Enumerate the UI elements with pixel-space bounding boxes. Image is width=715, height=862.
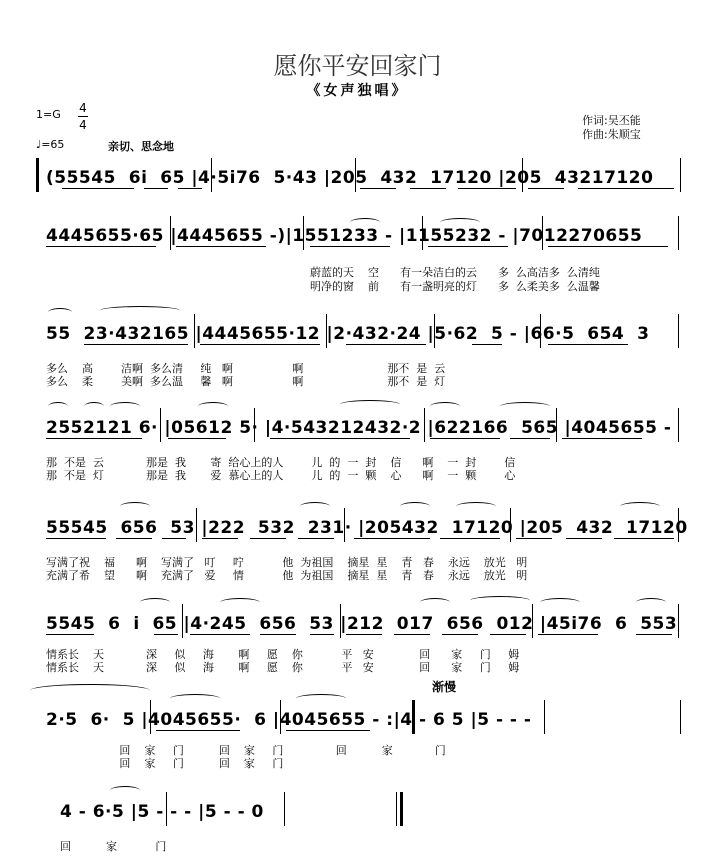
lyric-verse-1: 蔚蓝的天 空 有一朵洁白的云 多 么高洁多 么清纯 xyxy=(310,266,600,279)
score-row-6 xyxy=(0,604,715,674)
lyric-verse-2: 充满了希 望 啊 充满了 爱 情 他 为祖国 摘星 星 青 春 永远 放光 明 xyxy=(46,569,528,582)
score-row-3 xyxy=(0,314,715,388)
notation-line: 55545 656 53 |222 532 231· |205432 17120 |205 432 17120 xyxy=(46,518,688,538)
lyric-verse-1: 回 家 门 xyxy=(60,840,167,853)
key-signature: 1=G xyxy=(36,108,61,121)
barline xyxy=(678,604,679,638)
notation-line: (55545 6i 65 |4·5i76 5·43 |205 432 17120 |205 43217120 xyxy=(46,168,654,188)
time-signature xyxy=(78,102,88,131)
lyric-verse-2: 明净的窗 前 有一盏明亮的灯 多 么柔美多 么温馨 xyxy=(310,280,600,293)
ritardando-marking: 渐慢 xyxy=(432,680,457,694)
tempo-marking: ♩=65 xyxy=(36,138,65,151)
lyric-verse-1: 回 家 门 回 家 门 回 家 门 xyxy=(46,744,446,757)
notation-line: 4445655·65 |4445655 -)|1551233 - |1155232 - |7012270655 xyxy=(46,226,643,246)
time-bottom: 4 xyxy=(79,118,87,132)
lyric-verse-2: 那 不是 灯 那是 我 爱 慕心上的人 儿 的 一 颗 心 啊 一 颗 心 xyxy=(46,469,516,482)
notation-line: 2552121 6· |05612 5· |4·543212432·2 |622166 565 |4045655 - xyxy=(46,418,672,438)
lyric-verse-1: 情系长 天 深 似 海 啊 愿 你 平 安 回 家 门 姆 xyxy=(46,648,520,661)
composer-credit: 作曲:朱顺宝 xyxy=(582,128,641,141)
expression-marking: 亲切、思念地 xyxy=(108,140,174,153)
lyric-verse-2: 情系长 天 深 似 海 啊 愿 你 平 安 回 家 门 姆 xyxy=(46,661,520,674)
notation-line: 55 23·432165 |4445655·12 |2·432·24 |5·62 5 - |66·5 654 3 xyxy=(46,324,650,344)
barline xyxy=(678,216,679,250)
score-row-7 xyxy=(0,680,715,770)
notation-line: 4 - 6·5 |5 - - - |5 - - 0 xyxy=(60,802,264,822)
barline xyxy=(678,314,679,348)
final-barline xyxy=(396,792,397,826)
notation-line: 2·5 6· 5 |4045655· 6 |4045655 - :|4 - 6 5 |5 - - - xyxy=(46,710,532,730)
barline xyxy=(544,700,545,734)
lyricist-credit: 作词:吴丕能 xyxy=(582,114,641,127)
time-divider xyxy=(78,116,88,117)
repeat-start-bar xyxy=(36,158,39,192)
barline xyxy=(680,158,681,192)
lyric-verse-2: 多么 柔 美啊 多么温 馨 啊 啊 那不 是 灯 xyxy=(46,375,446,388)
lyric-verse-1: 那 不是 云 那是 我 寄 给心上的人 儿 的 一 封 信 啊 一 封 信 xyxy=(46,456,516,469)
score-row-2 xyxy=(0,216,715,293)
lyric-verse-1: 多么 高 洁啊 多么清 纯 啊 啊 那不 是 云 xyxy=(46,362,446,375)
score-row-5 xyxy=(0,508,715,582)
time-top: 4 xyxy=(79,101,87,115)
barline xyxy=(284,792,285,826)
score-row-4 xyxy=(0,408,715,482)
final-barline-thick xyxy=(400,792,403,826)
song-subtitle: 《女声独唱》 xyxy=(306,83,409,99)
song-title: 愿你平安回家门 xyxy=(273,52,442,80)
notation-line: 5545 6 i 65 |4·245 656 53 |212 017 656 012 |45i76 6 553 xyxy=(46,614,678,634)
barline xyxy=(680,700,681,734)
barline xyxy=(678,408,679,442)
lyric-verse-2: 回 家 门 回 家 门 xyxy=(46,757,284,770)
lyric-verse-1: 写满了祝 福 啊 写满了 叮 咛 他 为祖国 摘星 星 青 春 永远 放光 明 xyxy=(46,556,528,569)
